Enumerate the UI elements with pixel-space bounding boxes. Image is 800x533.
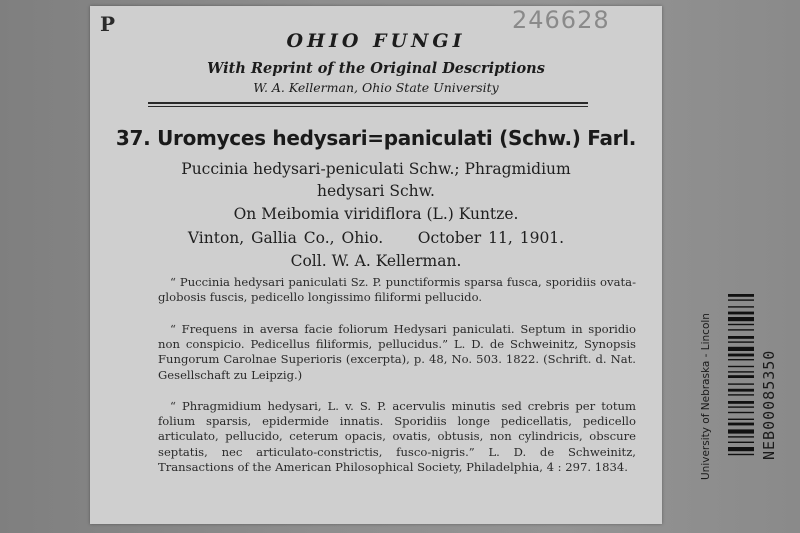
species-heading: 37. Uromyces hedysari=paniculati (Schw.) Farl. bbox=[115, 126, 637, 150]
label-author: W. A. Kellerman, Ohio State University bbox=[253, 80, 499, 95]
synonym-line-1: Puccinia hedysari-peniculati Schw.; Phragmidium bbox=[181, 160, 571, 178]
synonym-line-2: hedysari Schw. bbox=[317, 182, 435, 200]
barcode-bar bbox=[728, 306, 754, 307]
collector-line: Coll. W. A. Kellerman. bbox=[290, 252, 462, 270]
description-text: “ Phragmidium hedysari, L. v. S. P. acervulis minutis sed crebris per totum folium sparsis, epidermide innatis. Sporidiis longe pedicellatis, pedicello articulato, pellucido, ceterum opacis, ovatis, obtusis, non cylindricis, obscure septatis, nec articulato-constrictis, fusco-nigris.” L. D. de Schweinitz, Transactions of the American Philosophical Society, Philadelphia, 4 : 297. 1834. bbox=[158, 399, 636, 474]
barcode-bar bbox=[728, 329, 754, 330]
barcode-bar bbox=[728, 429, 754, 433]
barcode-bar bbox=[728, 419, 754, 420]
barcode-bar bbox=[728, 423, 754, 426]
barcode-bar bbox=[728, 371, 754, 372]
barcode-bar bbox=[728, 336, 754, 339]
barcode-bar bbox=[728, 454, 754, 455]
barcode-bar bbox=[728, 312, 754, 315]
locality-line: Vinton, Gallia Co., Ohio. October 11, 1901. bbox=[187, 229, 565, 247]
description-paragraph-1 bbox=[158, 275, 636, 305]
barcode-bar bbox=[728, 389, 754, 392]
description-paragraph-2 bbox=[158, 322, 636, 383]
barcode-bar bbox=[728, 401, 754, 404]
barcode-bars bbox=[728, 294, 754, 455]
description-paragraph-3 bbox=[158, 399, 636, 475]
barcode-bar bbox=[728, 406, 754, 407]
barcode-bar bbox=[728, 436, 754, 437]
barcode-bar bbox=[728, 324, 754, 325]
description-text: “ Puccinia hedysari paniculati Sz. P. punctiformis sparsa fusca, sporidiis ovata-globosis fuscis, pedicello longissimo filiformi pellucido. bbox=[158, 275, 636, 305]
corner-mark: P bbox=[100, 12, 116, 36]
barcode-bar bbox=[728, 383, 754, 384]
barcode-bar bbox=[728, 366, 754, 367]
barcode-bar bbox=[728, 359, 754, 360]
barcode-bar bbox=[728, 394, 754, 395]
barcode-bar bbox=[728, 317, 754, 321]
barcode-bar bbox=[728, 294, 754, 297]
barcode-bar bbox=[728, 341, 754, 342]
description-text: “ Frequens in aversa facie foliorum Hedysari paniculati. Septum in sporidio non conspicio. Pedicellus filiformis, pellucidus.” L. D. de Schweinitz, Synopsis Fungorum Carolnae Superioris (excerpta), p. 48, No. 503. 1822. (Schrift. d. Nat. Gesellschaft zu Leipzig.) bbox=[158, 322, 636, 382]
barcode-bar bbox=[728, 299, 754, 300]
label-subtitle: With Reprint of the Original Descriptions bbox=[207, 60, 545, 77]
barcode-bar bbox=[728, 447, 754, 451]
accession-number: 246628 bbox=[512, 6, 610, 34]
header-rule-thick bbox=[148, 102, 588, 104]
barcode-bar bbox=[728, 375, 754, 378]
barcode-institution: University of Nebraska - Lincoln bbox=[700, 313, 712, 480]
barcode-bar bbox=[728, 354, 754, 357]
barcode-bar bbox=[728, 347, 754, 351]
host-line: On Meibomia viridiflora (L.) Kuntze. bbox=[233, 205, 519, 223]
barcode-bar bbox=[728, 412, 754, 413]
label-title: OHIO FUNGI bbox=[286, 30, 466, 52]
barcode-id: NEB00085350 bbox=[760, 349, 778, 460]
barcode-bar bbox=[728, 442, 754, 443]
header-rule-thin bbox=[148, 106, 588, 107]
